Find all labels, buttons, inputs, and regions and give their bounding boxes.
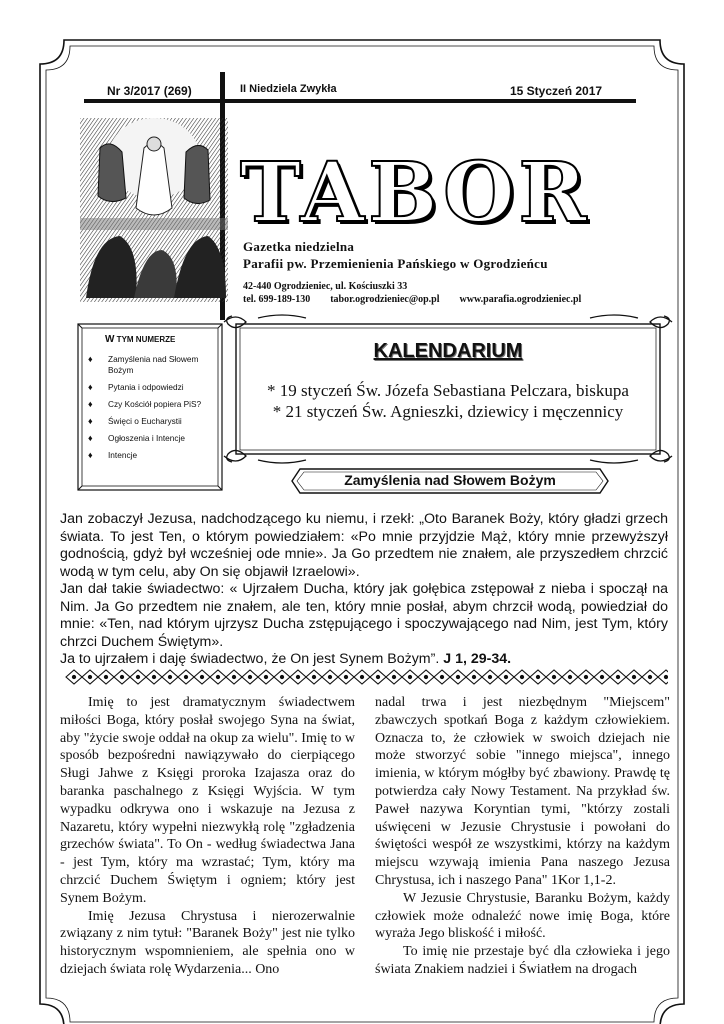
toc-item: ♦ Czy Kościół popiera PiS? [88, 399, 218, 410]
toc-item: ♦ Intencje [88, 450, 218, 461]
issue-date: 15 Styczeń 2017 [510, 84, 603, 98]
website-link[interactable]: www.parafia.ogrodzieniec.pl [459, 294, 582, 305]
masthead-title: TABOR [240, 145, 591, 241]
phone: tel. 699-189-130 [243, 294, 311, 305]
gospel-closing: Ja to ujrzałem i daję świadectwo, że On jest Synem Bożym”. [60, 651, 440, 667]
email-link[interactable]: tabor.ogrodzieniec@op.pl [330, 294, 440, 305]
calendar-entry: * 19 styczeń Św. Józefa Sebastiana Pelczara, biskupa [267, 381, 629, 400]
transfiguration-image [80, 118, 228, 302]
masthead-subtitle: Gazetka niedzielna [243, 239, 355, 254]
toc-item: ♦ Zamyślenia nad Słowem Bożym [88, 354, 218, 376]
parish-name: Parafii pw. Przemienienia Pańskiego w Ogrodzieńcu [243, 256, 548, 271]
article-paragraph: Imię to jest dramatycznym świadectwem miłości Boga, który posłał swojego Syna na świat, aby "życie swoje oddał na okup za wielu". Imię to w sposób bezpośredni nawiązywało do cierpiącego Sługi Jahwe z Księgi proroka Izajasza oraz do baranka paschalnego z Księgi Wyjścia. W tym wypadku odkrywa ono i wskazuje na Jezusa z Nazaretu, który wypełni niezwykłą rolę "zgładzenia grzechów świata". To On - według świadectwa Jana - jest Tym, który ma wzrastać; Tym, który ma chrzcić Duchem Świętym i ogniem; który jest Synem Bożym. [60, 695, 355, 906]
article-column-right [375, 694, 670, 979]
article-column-left [60, 694, 355, 979]
toc-item: ♦ Pytania i odpowiedzi [88, 382, 218, 393]
gospel-passage [60, 511, 668, 669]
kalendarium-title: KALENDARIUM [373, 340, 523, 362]
gospel-paragraph: Jan zobaczył Jezusa, nadchodzącego ku niemu, i rzekł: „Oto Baranek Boży, który gładzi grzech świata. To jest Ten, o którym powiedziałem: «Po mnie przyjdzie Mąż, który mnie przewyższył godnością, gdyż był wcześniej ode mnie». Ja Go przedtem nie znałem, ale przyszedłem chrzcić wodą w tym celu, aby On się objawił Izraelowi». [60, 511, 668, 580]
issue-number: Nr 3/2017 (269) [107, 84, 192, 98]
article-paragraph: Imię Jezusa Chrystusa i nierozerwalnie związany z nim tytuł: "Baranek Boży" jest nie tylko historycznym wspomnieniem, ale spełnia ono w dziejach świata rolę Wydarzenia... Ono [60, 908, 355, 977]
calendar-entry: * 21 styczeń Św. Agnieszki, dziewicy i męczennicy [272, 402, 624, 421]
section-title: Zamyślenia nad Słowem Bożym [344, 472, 556, 488]
ornamental-divider [60, 668, 668, 686]
scripture-reference: J 1, 29-34. [443, 651, 512, 667]
gospel-paragraph: Jan dał takie świadectwo: « Ujrzałem Ducha, który jak gołębica zstępował z nieba i spoczął na Nim. Ja Go przedtem nie znałem, ale ten, który mnie posłał, abym chrzcił wodą, powiedział do mnie: «Ten, nad którym ujrzysz Ducha zstępującego i spoczywającego nad Nim, jest Tym, który chrzci Duchem Świętym». [60, 581, 668, 650]
contact-line [243, 294, 581, 305]
toc-heading-initial: W [105, 334, 115, 345]
gospel-paragraph [60, 651, 668, 669]
article-paragraph: nadal trwa i jest niezbędnym "Miejscem" zbawczych spotkań Boga z każdym człowiekiem. Oznacza to, że człowiek w swoich dziejach nie może stworzyć sobie "innego miejsca", innego imienia, w którym mógłby być zbawiony. Prawdę tę potwierdza cały Nowy Testament. Na przykład św. Paweł nazywa Koryntian tymi, "którzy zostali uświęceni w Jezusie Chrystusie i powołani do świętości wespół ze wszystkimi, którzy na każdym miejscu wzywają imienia Pana naszego Jezusa Chrystusa, ich i naszego Pana" 1Kor 1,1-2. [375, 695, 670, 888]
parish-address: 42-440 Ogrodzieniec, ul. Kościuszki 33 [243, 281, 408, 292]
article-paragraph: W Jezusie Chrystusie, Baranku Bożym, każdy człowiek może odnaleźć nowe imię Boga, które wyraża Jego bliskość i miłość. [375, 890, 670, 942]
toc-heading [105, 334, 175, 345]
toc-heading-rest: TYM NUMERZE [114, 335, 176, 344]
toc-item: ♦ Ogłoszenia i Intencje [88, 433, 218, 444]
liturgical-sunday: II Niedziela Zwykła [240, 83, 337, 95]
toc-list [88, 354, 218, 467]
article-paragraph: To imię nie przestaje być dla człowieka i jego świata Znakiem nadziei i Światłem na drogach [375, 944, 670, 977]
cross-horizontal-bar [84, 99, 636, 103]
toc-item: ♦ Święci o Eucharystii [88, 416, 218, 427]
